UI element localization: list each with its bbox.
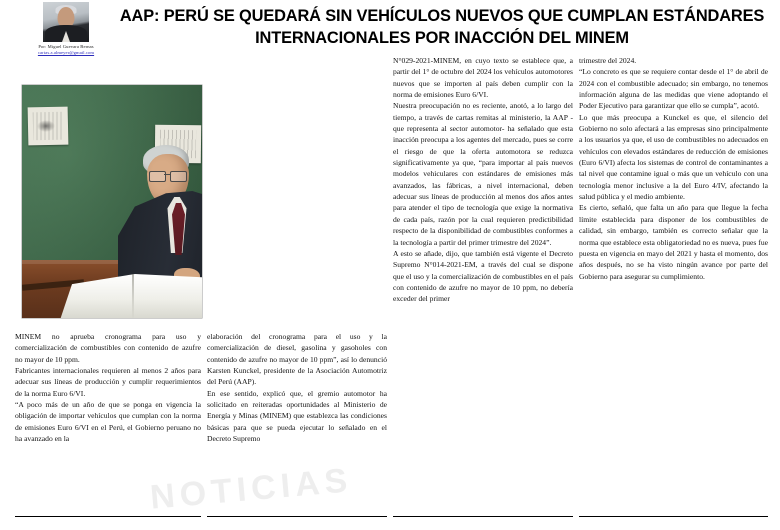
author-name: Por: Miguel Guevara Bernas [38,44,94,49]
paragraph: “Lo concreto es que se requiere contar desde el 1° de abril de 2024 con el combustible adecuado; sin embargo, no tenemos información alguna de las medidas que viene adoptando el Poder Ejecutivo para garantizar que ello se cumpla”, acotó. [579,67,768,111]
column-rule [579,516,768,517]
author-email-link[interactable]: cartas.a.almeyer@gmail.com [37,50,95,55]
article-photo [22,85,202,318]
column-rule [15,516,201,517]
paragraph: En ese sentido, explicó que, el gremio automotor ha solicitado en reiteradas oportunidades al Ministerio de Energía y Minas (MINEM) que establezca las condiciones básicas para que se pueda ejecutar lo señalado en el Decreto Supremo [207,388,387,444]
masthead [0,0,780,55]
paragraph: Es cierto, señaló, que falta un año para que llegue la fecha límite establecida para disponer de los combustibles de calidad, sin embargo, también es correcto señalar que la norma que establece esta obligatoriedad no es nueva, pues fue puesta en vigencia en mayo del 2021 y hasta el momento, dos años después, no se ha visto ningún avance por parte del Gobierno para asegurar su cumplimiento. [579,203,768,281]
paragraph: N°029-2021-MINEM, en cuyo texto se establece que, a partir del 1° de octubre del 2024 los vehículos automotores nuevos que se importen al país deben cumplir con la norma de emisiones Euro 6/VI. [393,56,573,100]
text-column-4 [579,55,768,282]
glasses-icon [148,171,190,180]
author-avatar [43,2,89,42]
text-column-1 [15,331,201,444]
paragraph: Nuestra preocupación no es reciente, anotó, a lo largo del tiempo, a través de cartas remitas al ministerio, la AAP -que representa al sector automotor- ha señalado que esta inacción preocupa a los agentes del mercado, pues se corre el riesgo de que la oferta automotora se reduzca significativamente ya que, “para importar al país nuevos modelos vehiculares con estándares de emisiones más avanzados, las fábricas, a nivel internacional, deben adecuar sus líneas de producción al menos dos años antes para atender el tipo de tecnología que exige la normativa de cada país, razón por la cual requieren predictibilidad respecto de la disponibilidad de combustibles conformes a la tecnología a partir del primer trimestre del 2024”. [393,101,573,247]
glasses-lens-right [170,171,187,182]
photo-wall-frame-left [28,107,69,146]
paragraph: Fabricantes internacionales requieren al menos 2 años para adecuar sus líneas de producción y cumplir requerimientos de la norma Euro 6/VI. [15,366,201,398]
author-block [18,2,114,56]
paragraph: MINEM no aprueba cronograma para uso y comercialización de combustibles con contenido de azufre no mayor de 10 ppm. [15,332,201,364]
paragraph: “A poco más de un año de que se ponga en vigencia la obligación de importar vehículos que cumplan con la norma de emisiones Euro 6/VI en el Perú, el Gobierno peruano no ha avanzado en la [15,400,201,444]
text-column-3 [393,55,573,305]
page-watermark: NOTICIAS [148,461,354,517]
paragraph: Lo que más preocupa a Kunckel es que, el silencio del Gobierno no solo afectará a las empresas sino principalmente a los usuarios ya que, el uso de combustibles no adecuados en vehículos con elevados estándares de reducción de emisiones (Euro 6/VI) afecta los sistemas de control de contaminantes a tal nivel que contamine igual o más que un vehículo con una tecnología menor inclusive a la del Euro 4/IV, afectando la salud pública y el medio ambiente. [579,112,768,202]
column-rule [393,516,573,517]
paragraph: trimestre del 2024. [579,56,637,65]
glasses-lens-left [149,171,166,182]
frame-art-blot [37,120,55,132]
text-column-2 [207,331,387,444]
column-rule [207,516,387,517]
page-title: AAP: PERÚ SE QUEDARÁ SIN VEHÍCULOS NUEVOS QUE CUMPLAN ESTÁNDARES INTERNACIONALES POR INACCIÓN DEL MINEM [119,7,765,47]
paragraph: A esto se añade, dijo, que también está vigente el Decreto Supremo N°014-2021-EM, a través del cual se dispone que el uso y la comercialización de combustibles en el país con contenido de azufre no mayor de 10 ppm, no debería exceder del primer [393,248,573,304]
paragraph: elaboración del cronograma para el uso y la comercialización de diesel, gasolina y gasoholes con contenido de azufre no mayor de 10 ppm”, así lo denunció Karsten Kunckel, presidente de la Asociación Automotriz del Perú (AAP). [207,332,387,387]
